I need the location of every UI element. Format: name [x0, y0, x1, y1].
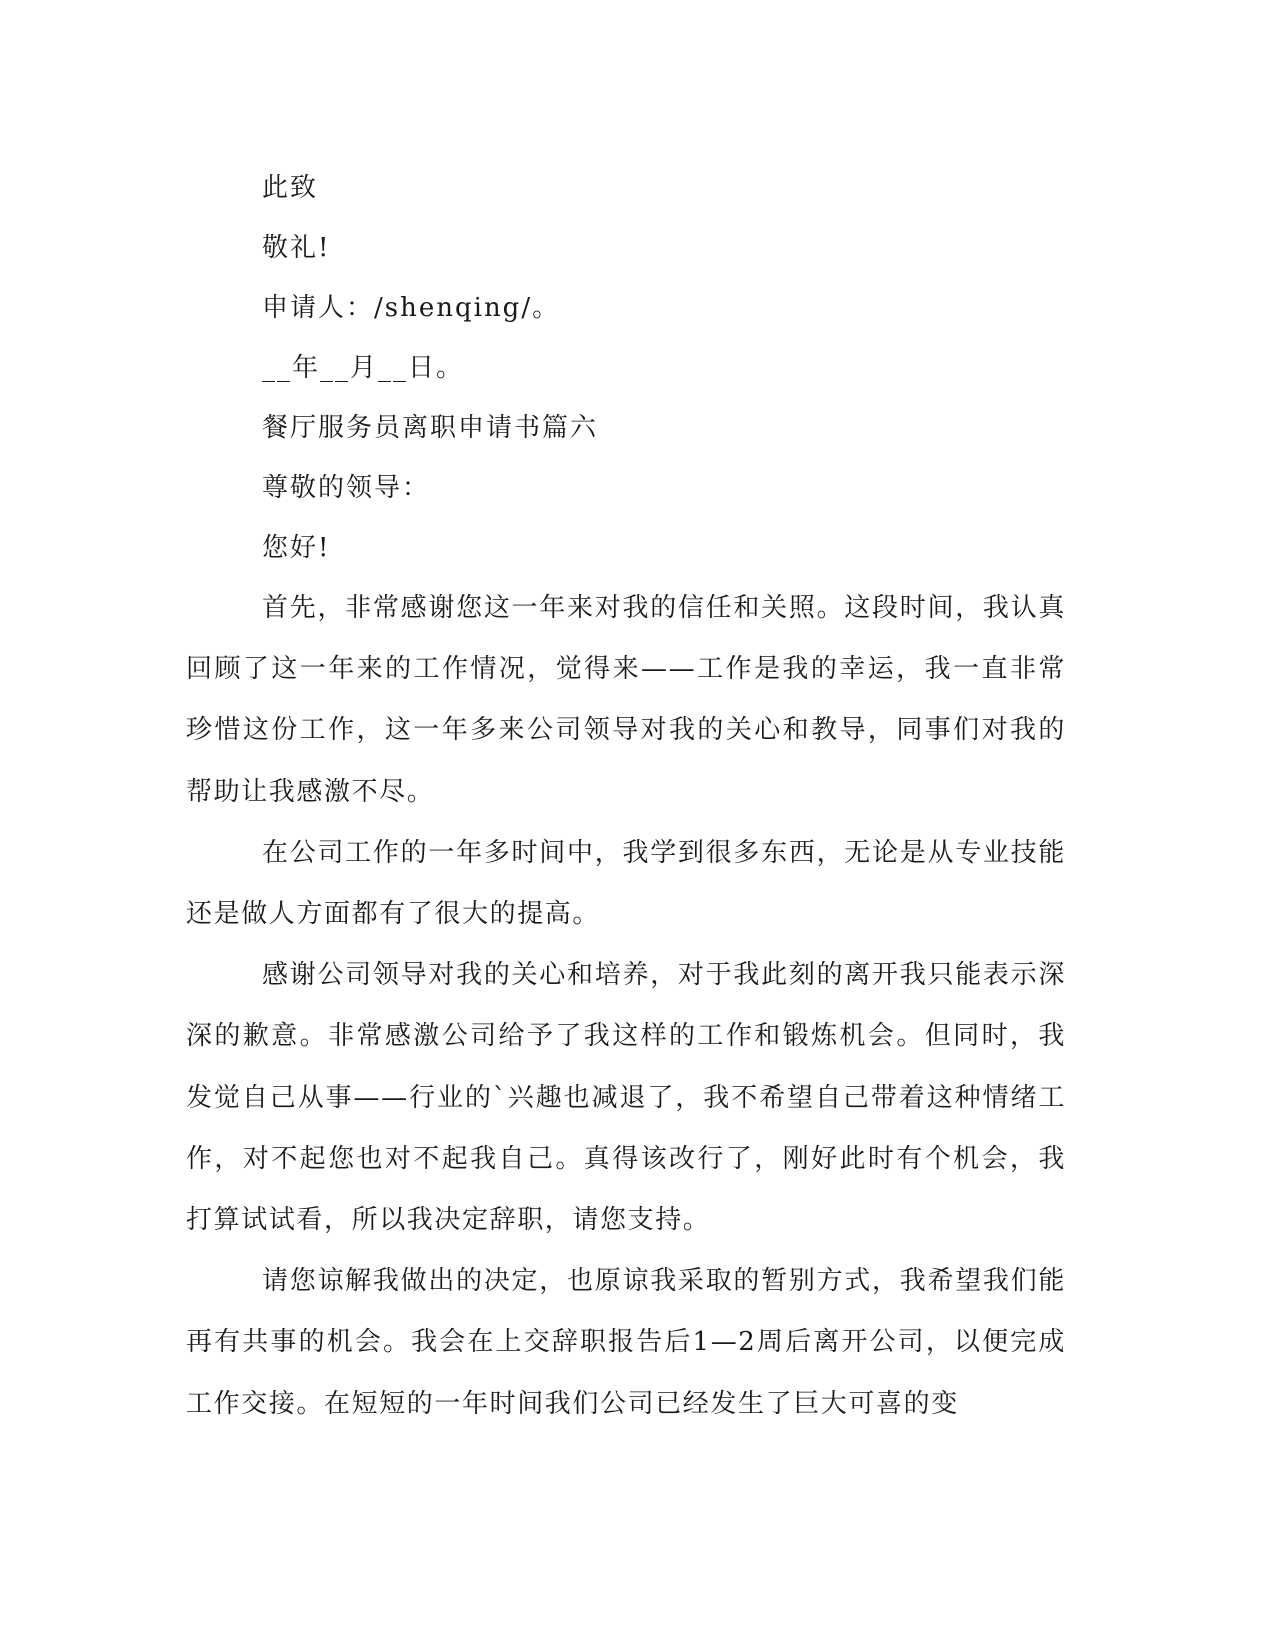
paragraph-reason: 感谢公司领导对我的关心和培养，对于我此刻的离开我只能表示深深的歉意。非常感激公司给予了我这样的工作和锻炼机会。但同时，我发觉自己从事——行业的`兴趣也减退了，我不希望自己带着这种情绪工作，对不起您也对不起我自己。真得该改行了，刚好此时有个机会，我打算试试看，所以我决定辞职，请您支持。	[186, 960, 1066, 1236]
paragraph-request: 请您谅解我做出的决定，也原谅我采取的暂别方式，我希望我们能再有共事的机会。我会在上交辞职报告后1—2周后离开公司，以便完成工作交接。在短短的一年时间我们公司已经发生了巨大可喜的变	[186, 1266, 1066, 1419]
document-body	[186, 158, 1066, 1435]
paragraph-learning: 在公司工作的一年多时间中，我学到很多东西，无论是从专业技能还是做人方面都有了很大的提高。	[186, 837, 1066, 930]
paragraph-thanks: 首先，非常感谢您这一年来对我的信任和关照。这段时间，我认真回顾了这一年来的工作情况，觉得来——工作是我的幸运，我一直非常珍惜这份工作，这一年多来公司领导对我的关心和教导，同事们对我的帮助让我感激不尽。	[186, 593, 1066, 807]
closing-line-jingli: 敬礼!	[262, 233, 331, 263]
applicant-line: 申请人：/shenqing/。	[262, 293, 561, 323]
section-title: 餐厅服务员离职申请书篇六	[262, 413, 599, 443]
greeting: 您好!	[262, 533, 331, 563]
salutation: 尊敬的领导：	[262, 473, 431, 503]
date-line: __年__月__日。	[262, 353, 465, 383]
closing-line-cizhi: 此致	[262, 173, 319, 203]
